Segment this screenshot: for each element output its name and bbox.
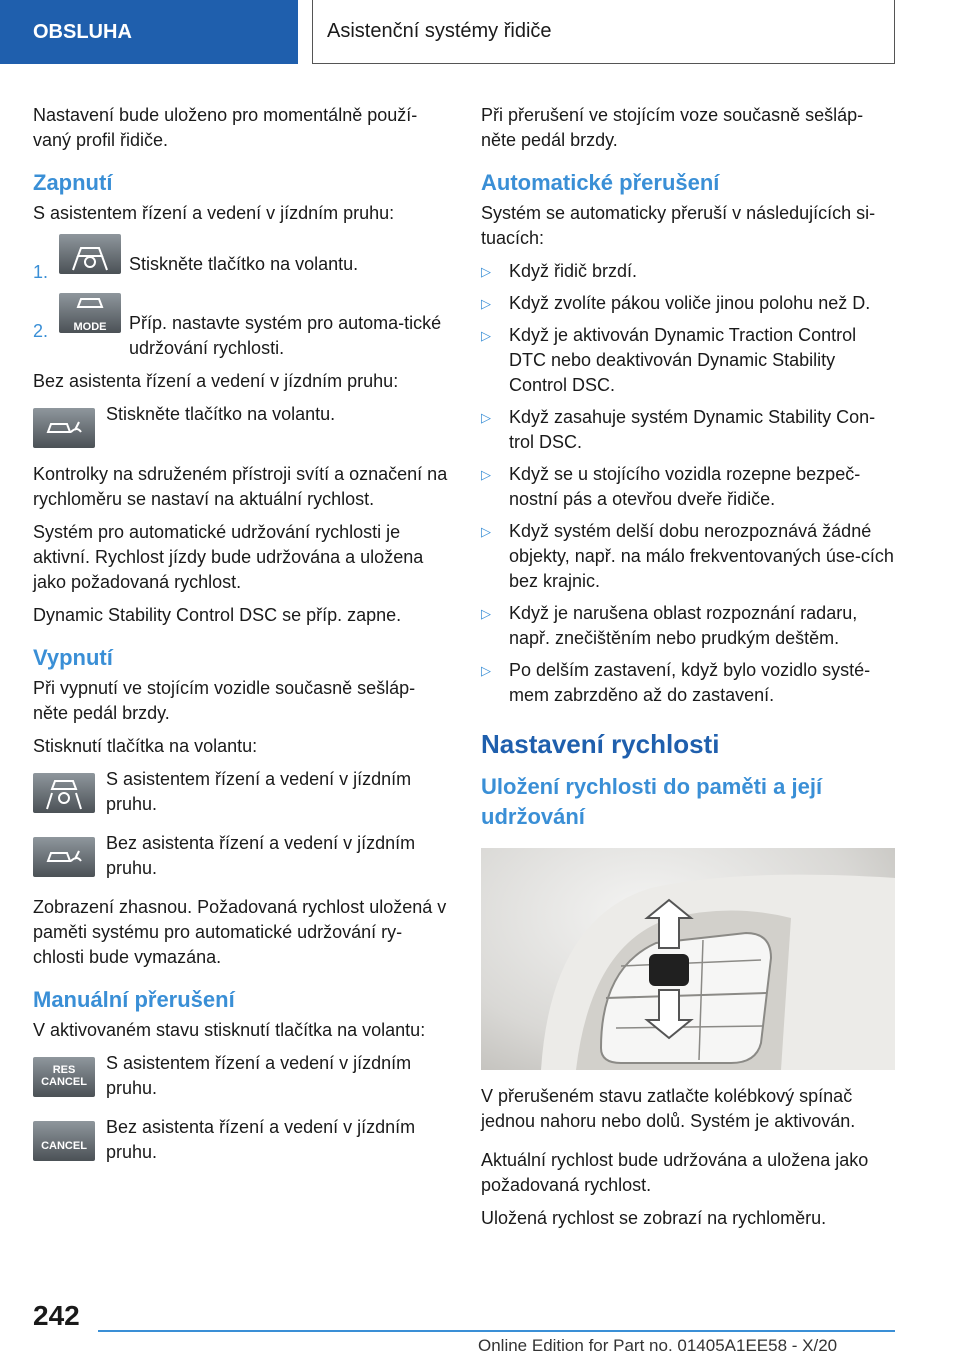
- subheading-store-speed: Uložení rychlosti do paměti a její udržování: [481, 774, 823, 829]
- right-column: [481, 103, 897, 1239]
- triangle-bullet-icon: ▷: [481, 264, 491, 279]
- cruise-control-button-icon: [33, 837, 95, 877]
- list-item: [481, 519, 897, 594]
- option-text: S asistentem řízení a vedení v jízdním pruhu.: [106, 769, 412, 814]
- zapnuti-lead-2: Bez asistenta řízení a vedení v jízdním pruhu:: [33, 371, 399, 391]
- manual-option-1: [33, 1051, 449, 1101]
- intro-text: Nastavení bude uloženo pro momentálně použí-vaný profil řidiče.: [33, 105, 418, 150]
- vypnuti-p1: Při vypnutí ve stojícím vozidle současně sešláp-něte pedál brzdy.: [33, 678, 416, 723]
- step-2: [33, 293, 449, 361]
- manual-p1: V aktivovaném stavu stisknutí tlačítka na volantu:: [33, 1020, 426, 1040]
- list-item-text: Po delším zastavení, když bylo vozidlo systé-mem zabrzděno až do zastavení.: [509, 660, 871, 705]
- list-item-text: Když řidič brzdí.: [509, 261, 638, 281]
- manual-option-2: [33, 1115, 449, 1165]
- list-item: [481, 259, 897, 284]
- cruise-control-button-icon: [33, 408, 95, 448]
- cancel-label: CANCEL: [41, 1076, 87, 1088]
- heading-speed: Nastavení rychlosti: [481, 729, 720, 759]
- list-item-text: Když zvolíte pákou voliče jinou polohu než D.: [509, 293, 871, 313]
- step-text: Stiskněte tlačítko na volantu.: [129, 254, 359, 274]
- triangle-bullet-icon: ▷: [481, 663, 491, 678]
- triangle-bullet-icon: ▷: [481, 524, 491, 539]
- step-1: [33, 234, 449, 285]
- vypnuti-option-1: [33, 767, 449, 817]
- option-text: Bez asistenta řízení a vedení v jízdním pruhu.: [106, 1117, 416, 1162]
- zapnuti-p3: Dynamic Stability Control DSC se příp. zapne.: [33, 605, 402, 625]
- lane-assist-button-icon: [59, 234, 121, 274]
- step-number: 2.: [33, 321, 49, 341]
- list-item-text: Když zasahuje systém Dynamic Stability Con-trol DSC.: [509, 407, 876, 452]
- page-number: 242: [33, 1300, 80, 1331]
- triangle-bullet-icon: ▷: [481, 467, 491, 482]
- cruise-button-row: [33, 402, 449, 448]
- vypnuti-p3: Zobrazení zhasnou. Požadovaná rychlost uložená v paměti systému pro automatické udržování ry-chlosti bude vymazána.: [33, 897, 447, 967]
- lane-assist-button-icon: [33, 773, 95, 813]
- triangle-bullet-icon: ▷: [481, 606, 491, 621]
- left-column: [33, 103, 449, 1179]
- triangle-bullet-icon: ▷: [481, 410, 491, 425]
- res-label: RES: [52, 1064, 76, 1076]
- option-text: S asistentem řízení a vedení v jízdním pruhu.: [106, 1053, 412, 1098]
- right-intro: Při přerušení ve stojícím voze současně sešláp-něte pedál brzdy.: [481, 105, 864, 150]
- res-cancel-button-icon: [33, 1057, 95, 1097]
- auto-list: [481, 259, 897, 708]
- cancel-label: CANCEL: [41, 1140, 87, 1152]
- step-text: Příp. nastavte systém pro automa-tické udržování rychlosti.: [129, 313, 442, 358]
- mode-button-icon: [59, 293, 121, 333]
- triangle-bullet-icon: ▷: [481, 296, 491, 311]
- heading-zapnuti: Zapnutí: [33, 170, 113, 195]
- list-item: [481, 658, 897, 708]
- zapnuti-lead: S asistentem řízení a vedení v jízdním pruhu:: [33, 203, 395, 223]
- page-title: Asistenční systémy řidiče: [312, 0, 895, 64]
- list-item-text: Když systém delší dobu nerozpoznává žádné objekty, např. na málo frekventovaných úse-cích bez krajnic.: [509, 521, 894, 591]
- list-item: [481, 323, 897, 398]
- auto-lead: Systém se automaticky přeruší v následujících si-tuacích:: [481, 203, 876, 248]
- step-number: 1.: [33, 262, 49, 282]
- list-item-text: Když se u stojícího vozidla rozepne bezpeč-nostní pás a otevřou dveře řidiče.: [509, 464, 861, 509]
- list-item: [481, 462, 897, 512]
- list-item: [481, 291, 897, 316]
- heading-manual: Manuální přerušení: [33, 987, 235, 1012]
- press-text: Stiskněte tlačítko na volantu.: [106, 404, 336, 424]
- speed-p1: V přerušeném stavu zatlačte kolébkový spínač jednou nahoru nebo dolů. Systém je aktivován.: [481, 1086, 856, 1131]
- triangle-bullet-icon: ▷: [481, 328, 491, 343]
- heading-auto: Automatické přerušení: [481, 170, 720, 195]
- vypnuti-p2: Stisknutí tlačítka na volantu:: [33, 736, 258, 756]
- mode-label: MODE: [73, 321, 107, 333]
- list-item: [481, 405, 897, 455]
- edition-text: Online Edition for Part no. 01405A1EE58 - X/20: [478, 1336, 838, 1355]
- zapnuti-p2: Systém pro automatické udržování rychlosti je aktivní. Rychlost jízdy bude udržována a uložena jako požadovaná rychlost.: [33, 522, 424, 592]
- footer-divider: [98, 1330, 895, 1332]
- steering-wheel-switch-image: [481, 848, 895, 1070]
- list-item-text: Když je narušena oblast rozpoznání radaru, např. znečištěním nebo prudkým deštěm.: [509, 603, 858, 648]
- list-item: [481, 601, 897, 651]
- vypnuti-option-2: [33, 831, 449, 881]
- speed-p3: Uložená rychlost se zobrazí na rychloměru.: [481, 1208, 827, 1228]
- section-tab: OBSLUHA: [0, 0, 298, 64]
- cancel-button-icon: [33, 1121, 95, 1161]
- heading-vypnuti: Vypnutí: [33, 645, 113, 670]
- zapnuti-p1: Kontrolky na sdruženém přístroji svítí a označení na rychloměru se nastaví na aktuální rychlost.: [33, 464, 448, 509]
- speed-p2: Aktuální rychlost bude udržována a uložena jako požadovaná rychlost.: [481, 1150, 869, 1195]
- option-text: Bez asistenta řízení a vedení v jízdním pruhu.: [106, 833, 416, 878]
- list-item-text: Když je aktivován Dynamic Traction Control DTC nebo deaktivován Dynamic Stability Control DSC.: [509, 325, 857, 395]
